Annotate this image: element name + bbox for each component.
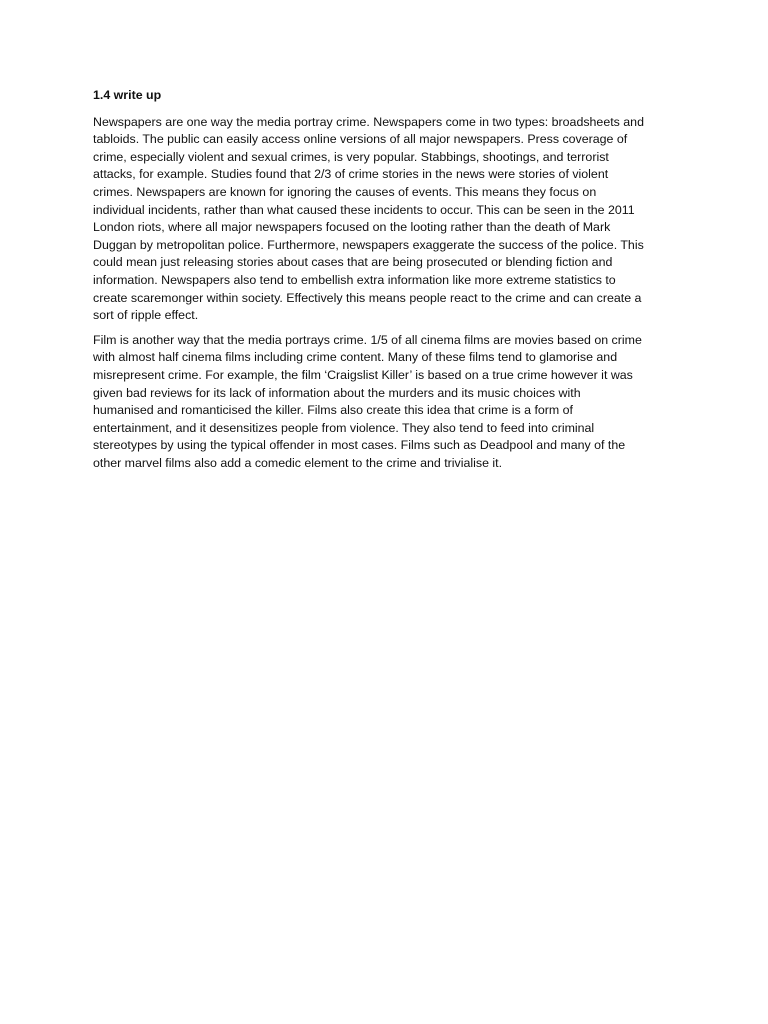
- text-line: Newspapers are one way the media portray crime. Newspapers come in two types: broadsheets and: [93, 114, 644, 129]
- text-line: London riots, where all major newspapers focused on the looting rather than the death of Mark: [93, 220, 611, 235]
- text-line: entertainment, and it desensitizes people from violence. They also tend to feed into criminal: [93, 420, 595, 435]
- text-line: crimes. Newspapers are known for ignoring the causes of events. This means they focus on: [93, 184, 597, 199]
- text-line: tabloids. The public can easily access online versions of all major newspapers. Press coverage of: [93, 132, 628, 147]
- text-line: information. Newspapers also tend to embellish extra information like more extreme statistics to: [93, 272, 616, 287]
- paragraph-newspapers: [93, 114, 683, 325]
- text-line: crime, especially violent and sexual crimes, is very popular. Stabbings, shootings, and terrorist: [93, 149, 609, 164]
- text-line: create scaremonger within society. Effectively this means people react to the crime and can create a: [93, 290, 642, 305]
- text-line: sort of ripple effect.: [93, 308, 199, 323]
- text-line: Film is another way that the media portrays crime. 1/5 of all cinema films are movies based on crime: [93, 332, 642, 347]
- document-heading: 1.4 write up: [93, 88, 162, 102]
- document-body: [93, 87, 683, 479]
- text-line: stereotypes by using the typical offender in most cases. Films such as Deadpool and many of the: [93, 438, 626, 453]
- text-line: could mean just releasing stories about cases that are being prosecuted or blending fiction and: [93, 255, 613, 270]
- text-line: with almost half cinema films including crime content. Many of these films tend to glamorise and: [93, 350, 618, 365]
- text-line: given bad reviews for its lack of information about the murders and its music choices with: [93, 385, 581, 400]
- text-line: other marvel films also add a comedic element to the crime and trivialise it.: [93, 455, 503, 470]
- text-line: Duggan by metropolitan police. Furthermore, newspapers exaggerate the success of the police. This: [93, 237, 644, 252]
- paragraph-film: [93, 332, 683, 473]
- text-line: humanised and romanticised the killer. Films also create this idea that crime is a form of: [93, 403, 573, 418]
- text-line: individual incidents, rather than what caused these incidents to occur. This can be seen in the 2011: [93, 202, 635, 217]
- text-line: attacks, for example. Studies found that 2/3 of crime stories in the news were stories of violent: [93, 167, 609, 182]
- text-line: misrepresent crime. For example, the film ‘Craigslist Killer’ is based on a true crime however it was: [93, 367, 633, 382]
